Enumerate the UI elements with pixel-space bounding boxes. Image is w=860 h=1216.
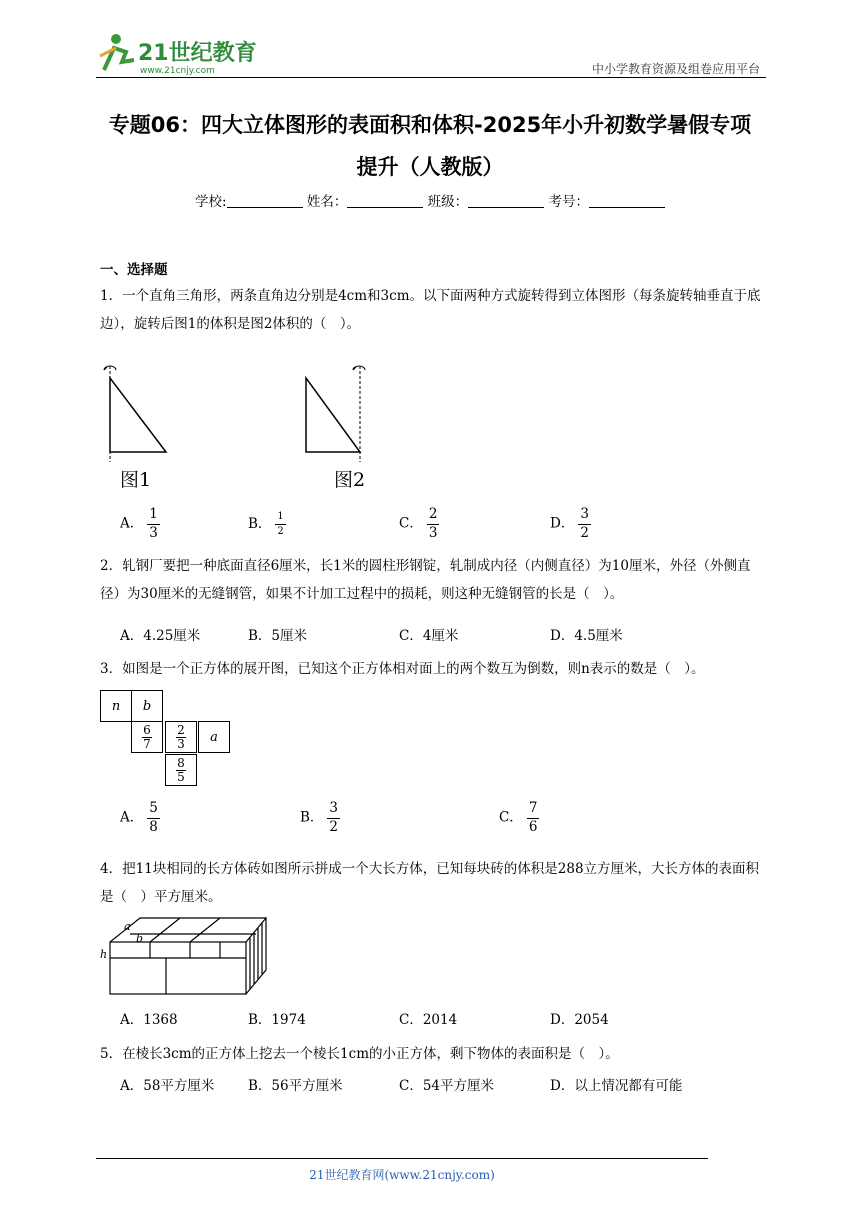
number-label: 考号： <box>548 194 589 210</box>
q3-option-c[interactable]: C． $\frac{7}{6}$ <box>499 800 538 835</box>
brick-figure <box>96 912 276 998</box>
header-divider <box>96 77 766 78</box>
question-4-text: 4．把11块相同的长方体砖如图所示拼成一个大长方体，已知每块砖的体积是288立方厘米，大长方体的表面积是（ ）平方厘米。 <box>100 861 760 905</box>
q4-option-c[interactable]: C．2014 <box>399 1012 458 1028</box>
label-h: h <box>100 948 108 961</box>
class-blank <box>468 195 544 208</box>
label-a: a <box>124 920 131 933</box>
q3-option-a[interactable]: A． $\frac{5}{8}$ <box>120 800 158 835</box>
q4-option-d[interactable]: D．2054 <box>550 1012 609 1028</box>
page-title-line1: 专题06：四大立体图形的表面积和体积-2025年小升初数学暑假专项 <box>108 113 752 137</box>
net-face-n: n <box>100 690 132 722</box>
fig2-label: 图2 <box>334 469 366 491</box>
site-logo <box>96 30 256 76</box>
footer-link[interactable]: 21世纪教育网(www.21cnjy.com) <box>309 1168 495 1182</box>
logo-url: www.21cnjy.com <box>140 66 215 76</box>
net-face-2-3: 2 3 <box>165 721 197 753</box>
school-label: 学校: <box>195 194 227 210</box>
name-label: 姓名： <box>306 194 348 210</box>
label-b: b <box>136 932 144 945</box>
q3-option-b[interactable]: B． $\frac{3}{2}$ <box>300 800 339 835</box>
footer-divider <box>96 1158 708 1159</box>
q1-option-a[interactable]: A． $\frac{1}{3}$ <box>120 506 158 541</box>
q4-option-b[interactable]: B．1974 <box>248 1012 306 1028</box>
q4-option-a[interactable]: A．1368 <box>120 1012 178 1028</box>
question-1-text: 1．一个直角三角形，两条直角边分别是4cm和3cm。以下面两种方式旋转得到立体图形（每条旋转轴垂直于底边），旋转后图1的体积是图2体积的（ ）。 <box>100 288 761 332</box>
school-blank <box>227 195 303 208</box>
q5-option-c[interactable]: C．54平方厘米 <box>399 1078 495 1094</box>
student-info <box>0 190 860 210</box>
net-face-6-7: 6 7 <box>131 721 163 753</box>
name-blank <box>347 195 423 208</box>
platform-name: 中小学教育资源及组卷应用平台 <box>591 62 760 76</box>
net-face-b: b <box>131 690 163 722</box>
q2-option-b[interactable]: B．5厘米 <box>248 628 308 644</box>
net-face-a: a <box>198 721 230 753</box>
q5-option-a[interactable]: A．58平方厘米 <box>120 1078 215 1094</box>
net-face-8-5: 8 5 <box>165 754 197 786</box>
number-blank <box>589 195 665 208</box>
q2-option-d[interactable]: D．4.5厘米 <box>550 628 623 644</box>
q5-option-b[interactable]: B．56平方厘米 <box>248 1078 343 1094</box>
question-3-text: 3．如图是一个正方体的展开图，已知这个正方体相对面上的两个数互为倒数，则n表示的数是（ ）。 <box>100 661 705 677</box>
q1-figures <box>98 360 388 495</box>
q2-option-c[interactable]: C．4厘米 <box>399 628 459 644</box>
class-label: 班级： <box>427 194 469 210</box>
q2-option-a[interactable]: A．4.25厘米 <box>120 628 201 644</box>
section-heading: 一、选择题 <box>100 262 168 278</box>
fig1-label: 图1 <box>120 469 152 491</box>
page-title-line2: 提升（人教版） <box>356 155 504 179</box>
q1-option-b[interactable]: B． $\frac{1}{2}$ <box>248 511 284 537</box>
q1-option-d[interactable]: D． $\frac{3}{2}$ <box>550 506 589 541</box>
q5-option-d[interactable]: D．以上情况都有可能 <box>550 1078 683 1094</box>
logo-text: 21世纪教育 <box>138 41 256 66</box>
question-2-text: 2．轧钢厂要把一种底面直径6厘米，长1米的圆柱形钢锭，轧制成内径（内侧直径）为10厘米，外径（外侧直径）为30厘米的无缝钢管，如果不计加工过程中的损耗，则这种无缝钢管的长是（ ）。 <box>100 558 751 602</box>
q1-option-c[interactable]: C． $\frac{2}{3}$ <box>399 506 438 541</box>
question-5-text: 5．在棱长3cm的正方体上挖去一个棱长1cm的小正方体，剩下物体的表面积是（ ）。 <box>100 1046 619 1062</box>
